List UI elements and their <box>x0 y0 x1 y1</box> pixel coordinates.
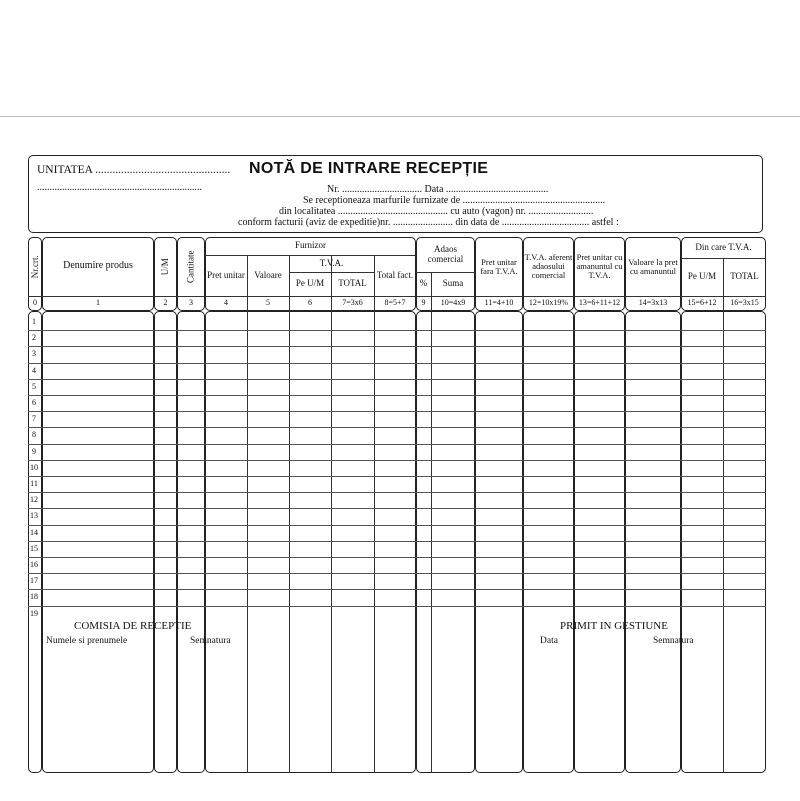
body-vline-5 <box>247 311 248 773</box>
row-line <box>28 573 766 574</box>
row-line <box>28 363 766 364</box>
colnum-5: 5 <box>266 298 270 308</box>
semnatura-label: Semnatura <box>190 636 231 646</box>
row-line <box>28 411 766 412</box>
colnum-0: 0 <box>33 298 37 308</box>
body-box-um <box>154 311 177 773</box>
row-line <box>28 444 766 445</box>
body-box-adaos <box>416 311 475 773</box>
body-box-denumire <box>42 311 154 773</box>
row-number: 14 <box>30 527 38 537</box>
row-number: 5 <box>32 381 36 391</box>
tva-total-header: TOTAL <box>338 278 367 289</box>
valoare-header: Valoare <box>254 269 282 280</box>
pret-unitar-header: Pret unitar <box>207 269 245 280</box>
factura-line: conform facturii (aviz de expeditie)nr. ........................ din data de ................................... astfel : <box>238 217 619 228</box>
um-header: U/M <box>159 257 170 276</box>
denumire-header: Denumire produs <box>63 260 133 272</box>
colnum-15: 15=6+12 <box>687 298 717 308</box>
primit-label: PRIMIT IN GESTIUNE <box>560 620 668 632</box>
body-box-pret-amanunt <box>574 311 625 773</box>
body-box-cantitate <box>177 311 205 773</box>
row-number: 12 <box>30 495 38 505</box>
colnum-1: 1 <box>96 298 100 308</box>
data-label: Data <box>540 636 558 646</box>
furnizor-line: Se receptioneaza marfurile furnizate de ......................................................... <box>303 195 606 206</box>
row-line <box>28 525 766 526</box>
adaos-suma-header: Suma <box>442 278 464 289</box>
pret-fara-tva-header: Pret unitar fara T.V.A. <box>480 256 518 276</box>
row-line <box>28 508 766 509</box>
row-line <box>28 460 766 461</box>
colnum-9: 9 <box>421 298 426 308</box>
localitate-line: din localitatea ............................................ cu auto (vagon) nr. .......................... <box>279 206 594 217</box>
row-number: 19 <box>30 608 38 618</box>
row-line <box>28 492 766 493</box>
body-vline-16 <box>723 311 724 773</box>
colnum-2: 2 <box>163 298 168 308</box>
total-fact-header: Total fact. <box>376 269 414 280</box>
body-box-furnizor <box>205 311 416 773</box>
colnum-13: 13=6+11+12 <box>578 298 621 308</box>
row-number: 9 <box>32 446 36 456</box>
colnum-11: 11=4+10 <box>484 298 514 308</box>
row-number: 16 <box>30 560 38 569</box>
din-care-total-header: TOTAL <box>730 271 759 282</box>
row-number: 17 <box>30 576 38 586</box>
body-box-pret-fara <box>475 311 523 773</box>
colnum-4: 4 <box>224 298 228 308</box>
row-line <box>28 589 766 590</box>
colnum-6: 6 <box>308 298 312 308</box>
row-number: 11 <box>30 479 38 488</box>
colnum-12: 12=10x19% <box>528 298 569 308</box>
din-care-pe-um-header: Pe U/M <box>687 271 717 282</box>
body-vline-10 <box>431 311 432 773</box>
valoare-amanunt-header: Valoare la pret cu amanuntul <box>628 256 678 276</box>
comisia-label: COMISIA DE RECEPTIE <box>74 620 192 632</box>
row-line <box>28 330 766 331</box>
body-vline-8 <box>374 311 375 773</box>
numele-label: Numele si prenumele <box>46 636 128 646</box>
nrcrt-header: Nr.crt. <box>29 255 40 278</box>
body-vline-7 <box>331 311 332 773</box>
colnum-16: 16=3x15 <box>730 298 759 308</box>
row-line <box>28 379 766 380</box>
row-number: 4 <box>32 365 36 375</box>
row-number: 8 <box>32 430 36 440</box>
colnum-10: 10=4x9 <box>440 298 466 308</box>
unitatea-label: UNITATEA ............................................... <box>37 164 231 176</box>
unitatea-dots: .................................................................. <box>37 182 202 193</box>
body-box-tva-aferent <box>523 311 574 773</box>
cantitate-header: Cantitate <box>185 250 196 283</box>
row-number: 15 <box>30 543 38 553</box>
furnizor-header: Furnizor <box>295 240 326 251</box>
row-number: 18 <box>30 592 38 602</box>
body-vline-6 <box>289 311 290 773</box>
colnum-14: 14=3x13 <box>638 298 668 308</box>
pret-amanunt-header: Pret unitar cu amanuntul cu T.V.A. <box>576 252 623 280</box>
body-box-nrcrt <box>28 311 42 773</box>
semnatura2-label: Semnatura <box>653 636 694 646</box>
tva-pe-um-header: Pe U/M <box>295 278 325 289</box>
row-number: 1 <box>32 317 36 326</box>
row-line <box>28 541 766 542</box>
row-number: 6 <box>32 398 36 407</box>
body-box-valoare-amanunt <box>625 311 681 773</box>
row-number: 2 <box>32 333 36 343</box>
table-body <box>28 311 766 773</box>
row-number: 7 <box>32 414 36 424</box>
row-number: 3 <box>32 349 36 359</box>
row-line <box>28 395 766 396</box>
colnum-3: 3 <box>189 298 193 308</box>
adaos-header: Adaos comercial <box>427 244 464 264</box>
colnum-8: 8=5+7 <box>384 298 406 308</box>
tva-header: T.V.A. <box>319 257 344 268</box>
nr-data-line: Nr. ................................ Data ......................................... <box>327 184 549 195</box>
row-line <box>28 427 766 428</box>
din-care-tva-header: Din care T.V.A. <box>695 241 752 252</box>
adaos-pct-header: % <box>419 278 428 289</box>
form-title: NOTĂ DE INTRARE RECEPȚIE <box>249 160 489 177</box>
row-line <box>28 606 766 607</box>
colnum-7: 7=3x6 <box>342 298 363 308</box>
row-line <box>28 476 766 477</box>
form-header <box>28 155 763 233</box>
row-line <box>28 346 766 347</box>
row-number: 10 <box>30 462 38 472</box>
row-line <box>28 557 766 558</box>
row-number: 13 <box>30 511 38 521</box>
tva-aferent-header: T.V.A. aferent adaosului comercial <box>524 252 573 280</box>
table-header <box>28 237 766 311</box>
